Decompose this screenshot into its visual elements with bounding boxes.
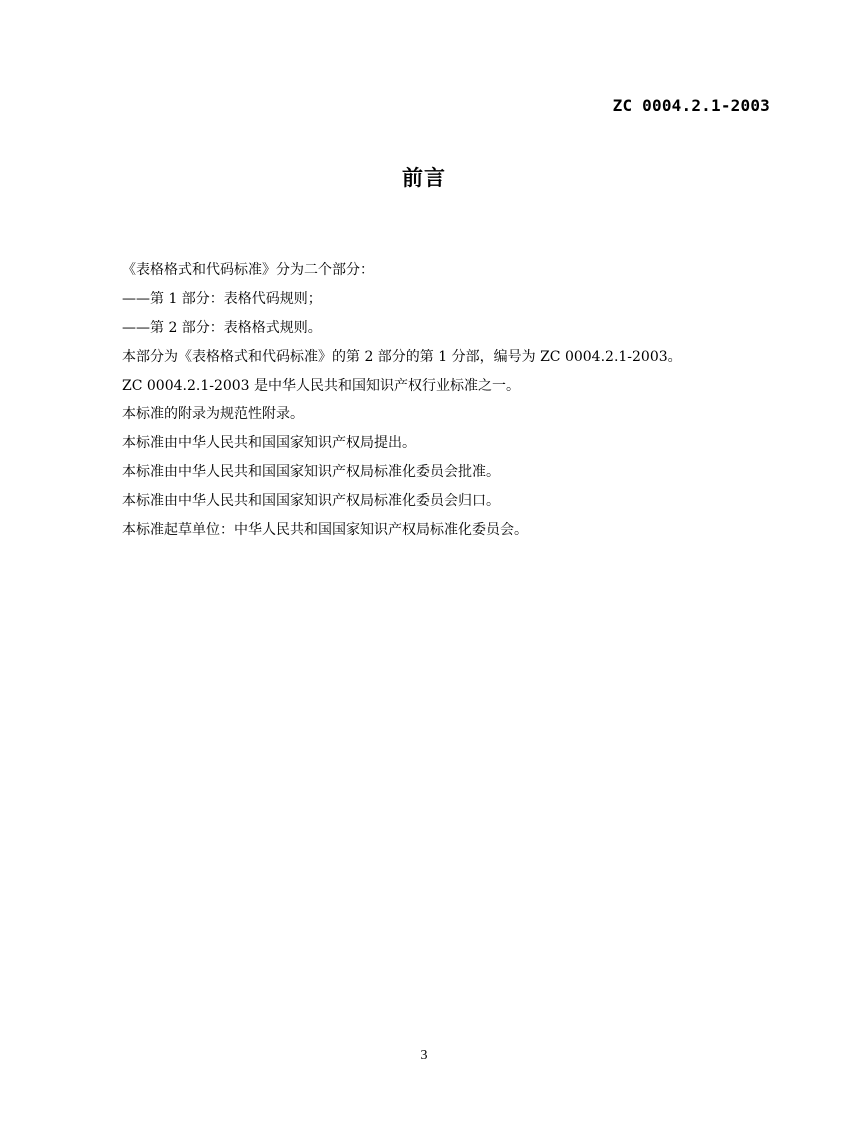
paragraph-approved-by: 本标准由中华人民共和国国家知识产权局标准化委员会批准。 xyxy=(122,464,500,481)
page-title: 前言 xyxy=(402,166,446,190)
paragraph-administered-by: 本标准由中华人民共和国国家知识产权局标准化委员会归口。 xyxy=(122,493,500,510)
paragraph-appendix: 本标准的附录为规范性附录。 xyxy=(122,406,304,423)
page-number: 3 xyxy=(420,1048,428,1063)
foreword-body xyxy=(122,256,762,545)
paragraph-parts-intro: 《表格格式和代码标准》分为二个部分： xyxy=(122,262,374,278)
paragraph-proposed-by: 本标准由中华人民共和国国家知识产权局提出。 xyxy=(122,435,416,452)
paragraph-industry-standard: ZC 0004.2.1-2003 是中华人民共和国知识产权行业标准之一。 xyxy=(122,377,521,394)
paragraph-part-1: ——第 1 部分：表格代码规则； xyxy=(122,290,322,307)
paragraph-part-2: ——第 2 部分：表格格式规则。 xyxy=(122,319,322,336)
paragraph-this-part: 本部分为《表格格式和代码标准》的第 2 部分的第 1 分部，编号为 ZC 0004.2.1-2003。 xyxy=(122,348,682,365)
paragraph-drafted-by: 本标准起草单位：中华人民共和国国家知识产权局标准化委员会。 xyxy=(122,522,528,539)
standard-code: ZC 0004.2.1-2003 xyxy=(612,96,770,115)
